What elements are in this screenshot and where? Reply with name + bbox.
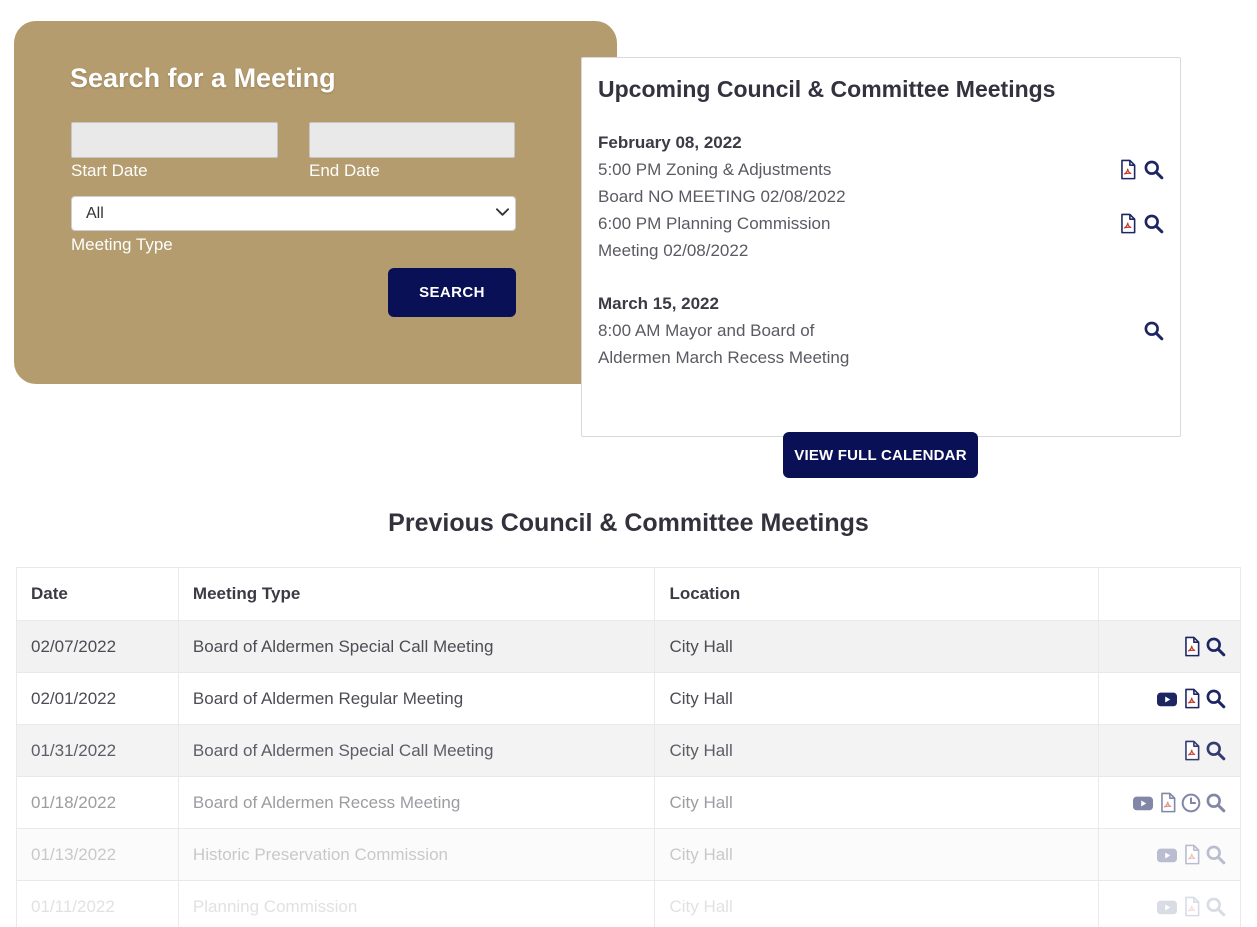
cell-meeting-type: Board of Aldermen Special Call Meeting bbox=[178, 725, 655, 777]
cell-date: 02/07/2022 bbox=[17, 621, 179, 673]
upcoming-meeting-text: 8:00 AM Mayor and Board of Aldermen March Recess Meeting bbox=[598, 321, 850, 367]
search-meeting-panel bbox=[14, 21, 617, 384]
youtube-icon[interactable] bbox=[1132, 793, 1154, 813]
table-row bbox=[17, 777, 1241, 829]
start-date-label: Start Date bbox=[71, 161, 148, 180]
search-icon[interactable] bbox=[1143, 320, 1164, 341]
pdf-icon[interactable] bbox=[1182, 740, 1201, 761]
row-action-icons bbox=[1182, 740, 1226, 761]
cell-meeting-type: Historic Preservation Commission bbox=[178, 829, 655, 881]
cell-location: City Hall bbox=[655, 725, 1099, 777]
upcoming-meeting-text: 5:00 PM Zoning & Adjustments Board NO MEETING 02/08/2022 bbox=[598, 160, 846, 206]
upcoming-meeting bbox=[598, 317, 1164, 371]
cell-date: 01/11/2022 bbox=[17, 881, 179, 927]
table-row bbox=[17, 881, 1241, 927]
upcoming-panel-title: Upcoming Council & Committee Meetings bbox=[598, 76, 1056, 102]
upcoming-group-march bbox=[598, 290, 1164, 371]
meeting-type-label: Meeting Type bbox=[71, 235, 173, 254]
column-header-actions bbox=[1099, 568, 1241, 621]
cell-location: City Hall bbox=[655, 673, 1099, 725]
pdf-icon[interactable] bbox=[1182, 896, 1201, 917]
table-row bbox=[17, 621, 1241, 673]
cell-location: City Hall bbox=[655, 881, 1099, 927]
cell-actions bbox=[1099, 673, 1241, 725]
youtube-icon[interactable] bbox=[1156, 845, 1178, 865]
cell-actions bbox=[1099, 881, 1241, 927]
column-header-date: Date bbox=[17, 568, 179, 621]
search-icon[interactable] bbox=[1205, 844, 1226, 865]
cell-meeting-type: Board of Aldermen Regular Meeting bbox=[178, 673, 655, 725]
cell-date: 01/18/2022 bbox=[17, 777, 179, 829]
end-date-input[interactable] bbox=[309, 122, 515, 158]
upcoming-meeting-actions bbox=[1143, 317, 1164, 344]
upcoming-group-date: February 08, 2022 bbox=[598, 133, 742, 152]
search-icon[interactable] bbox=[1205, 636, 1226, 657]
cell-date: 01/13/2022 bbox=[17, 829, 179, 881]
row-action-icons bbox=[1156, 844, 1226, 865]
upcoming-meeting bbox=[598, 210, 1164, 264]
column-header-meeting-type: Meeting Type bbox=[178, 568, 655, 621]
youtube-icon[interactable] bbox=[1156, 689, 1178, 709]
pdf-icon[interactable] bbox=[1118, 213, 1137, 234]
table-row bbox=[17, 829, 1241, 881]
cell-actions bbox=[1099, 777, 1241, 829]
cell-actions bbox=[1099, 829, 1241, 881]
row-action-icons bbox=[1132, 792, 1226, 813]
pdf-icon[interactable] bbox=[1182, 688, 1201, 709]
start-date-input[interactable] bbox=[71, 122, 278, 158]
search-icon[interactable] bbox=[1205, 896, 1226, 917]
end-date-label: End Date bbox=[309, 161, 380, 180]
cell-actions bbox=[1099, 621, 1241, 673]
pdf-icon[interactable] bbox=[1118, 159, 1137, 180]
pdf-icon[interactable] bbox=[1182, 636, 1201, 657]
search-icon[interactable] bbox=[1143, 213, 1164, 234]
cell-date: 02/01/2022 bbox=[17, 673, 179, 725]
clock-icon[interactable] bbox=[1181, 793, 1201, 813]
cell-actions bbox=[1099, 725, 1241, 777]
youtube-icon[interactable] bbox=[1156, 897, 1178, 917]
meeting-type-select[interactable] bbox=[71, 196, 516, 231]
pdf-icon[interactable] bbox=[1182, 844, 1201, 865]
row-action-icons bbox=[1156, 688, 1226, 709]
upcoming-meeting-actions bbox=[1118, 210, 1164, 237]
upcoming-meetings-panel bbox=[581, 57, 1181, 437]
upcoming-group-february bbox=[598, 129, 1164, 264]
table-header-row bbox=[17, 568, 1241, 621]
search-icon[interactable] bbox=[1143, 159, 1164, 180]
cell-meeting-type: Board of Aldermen Recess Meeting bbox=[178, 777, 655, 829]
cell-location: City Hall bbox=[655, 829, 1099, 881]
upcoming-meeting-actions bbox=[1118, 156, 1164, 183]
column-header-location: Location bbox=[655, 568, 1099, 621]
upcoming-meeting-text: 6:00 PM Planning Commission Meeting 02/08/2022 bbox=[598, 214, 831, 260]
cell-location: City Hall bbox=[655, 621, 1099, 673]
view-full-calendar-button[interactable]: VIEW FULL CALENDAR bbox=[783, 432, 978, 478]
search-icon[interactable] bbox=[1205, 688, 1226, 709]
upcoming-group-date: March 15, 2022 bbox=[598, 294, 719, 313]
cell-meeting-type: Planning Commission bbox=[178, 881, 655, 927]
row-action-icons bbox=[1156, 896, 1226, 917]
previous-meetings-table bbox=[16, 567, 1241, 927]
search-icon[interactable] bbox=[1205, 740, 1226, 761]
row-action-icons bbox=[1182, 636, 1226, 657]
pdf-icon[interactable] bbox=[1158, 792, 1177, 813]
search-button[interactable]: SEARCH bbox=[388, 268, 516, 317]
cell-date: 01/31/2022 bbox=[17, 725, 179, 777]
table-row bbox=[17, 673, 1241, 725]
upcoming-meeting bbox=[598, 156, 1164, 210]
search-icon[interactable] bbox=[1205, 792, 1226, 813]
previous-meetings-title: Previous Council & Committee Meetings bbox=[388, 509, 869, 537]
cell-location: City Hall bbox=[655, 777, 1099, 829]
cell-meeting-type: Board of Aldermen Special Call Meeting bbox=[178, 621, 655, 673]
table-row bbox=[17, 725, 1241, 777]
search-panel-title: Search for a Meeting bbox=[70, 63, 336, 93]
